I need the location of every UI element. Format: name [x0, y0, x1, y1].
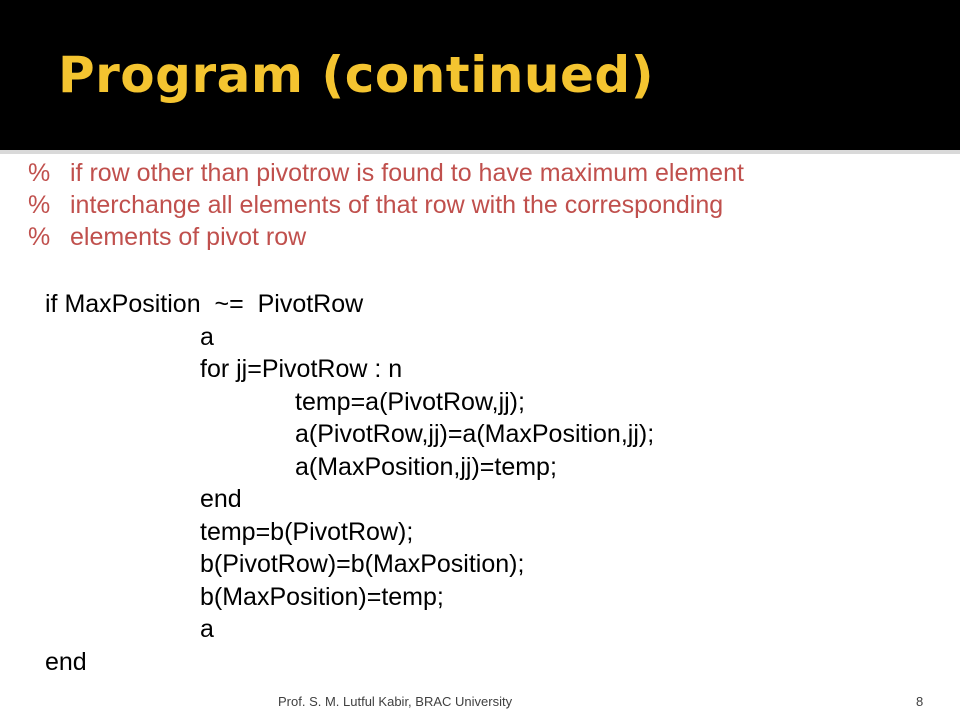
code-line: a(PivotRow,jj)=a(MaxPosition,jj);	[295, 420, 655, 448]
footer-author: Prof. S. M. Lutful Kabir, BRAC University	[278, 694, 513, 709]
slide-title: Program (continued)	[58, 46, 655, 104]
comment-text: interchange all elements of that row with the corresponding	[70, 191, 724, 219]
comment-block	[28, 157, 948, 253]
comment-symbol: %	[28, 159, 51, 187]
comment-line	[28, 157, 948, 189]
comment-line	[28, 221, 948, 253]
code-line: a	[200, 322, 214, 351]
slide-footer	[0, 694, 960, 714]
code-line: a	[200, 615, 214, 643]
title-bar	[0, 0, 960, 150]
slide-number: 8	[916, 694, 924, 709]
comment-text: if row other than pivotrow is found to have maximum element	[70, 159, 744, 187]
comment-line	[28, 189, 948, 221]
comment-text: elements of pivot row	[70, 223, 307, 251]
code-line: b(MaxPosition)=temp;	[200, 582, 444, 611]
code-line: if MaxPosition ~= PivotRow	[45, 290, 364, 318]
code-line: for jj=PivotRow : n	[200, 355, 403, 383]
code-line: b(PivotRow)=b(MaxPosition);	[200, 550, 525, 578]
title-divider	[0, 150, 960, 154]
code-line: end	[200, 485, 242, 513]
comment-symbol: %	[28, 191, 51, 219]
comment-symbol: %	[28, 223, 51, 251]
code-block	[45, 288, 925, 678]
code-line: temp=a(PivotRow,jj);	[295, 387, 525, 416]
code-line: a(MaxPosition,jj)=temp;	[295, 452, 557, 481]
code-line: temp=b(PivotRow);	[200, 517, 414, 546]
code-line: end	[45, 647, 87, 676]
